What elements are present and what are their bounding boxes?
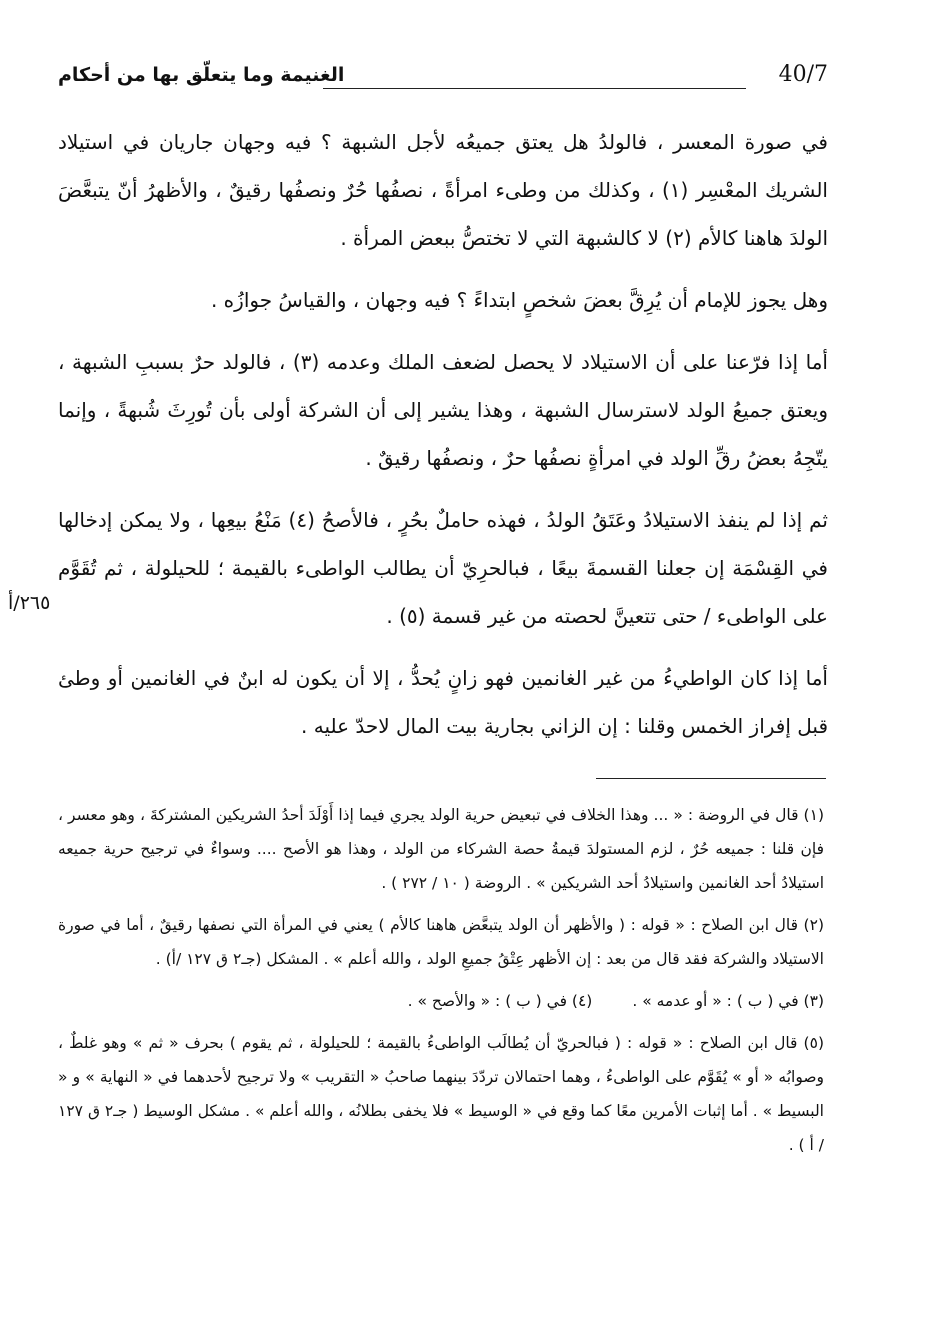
footnote-5: (٥) قال ابن الصلاح : « قوله : ( فبالحريّ أن يُطالَب الواطىءُ بالقيمة ؛ للحيلولة ، ثم يقوم ) بحرف « ثم » وهو غلطٌ ، وصوابُه « أو » يُقَوَّم على الواطىءُ ، وهما احتمالان تردّدَ بينهما صاحبُ « التقريب » ولا ترجيح لأحدهما في « النهاية » و « البسيط » . أما إثبات الأمرين معًا كما وقع في « الوسيط » فلا يخفى بطلانُه ، والله أعلم » . مشكل الوسيط ( جـ٢ ق ١٢٧ / أ ) .	[58, 1034, 824, 1154]
footnote-1: (١) قال في الروضة : « ... وهذا الخلاف في تبعيض حرية الولد يجري فيما إذا أَوْلَدَ أحدُ الشريكين المشتركةَ ، وهو معسر ، فإن قلنا : جميعه حُرٌ ، لزم المستولدَ قيمةُ حصة الشركاء من الولد ، وهذا هو الأصح .... وسواءٌ في ترجيح حرية جميعه استيلادُ أحد الغانمين واستيلادُ أحد الشريكين » . الروضة ( ١٠ / ٢٧٢ ) .	[58, 806, 824, 892]
footnote-4: (٤) في ( ب ) : « والأصح » .	[407, 992, 593, 1010]
paragraph-2: وهل يجوز للإمام أن يُرِقَّ بعضَ شخصٍ ابتداءً ؟ فيه وجهان ، والقياسُ جوازُه .	[210, 288, 828, 312]
paragraph-3: أما إذا فرّعنا على أن الاستيلاد لا يحصل لضعف الملك وعدمه (٣) ، فالولد حرٌ بسببِ الشبهة ، ويعتق جميعُ الولد لاسترسال الشبهة ، وهذا يشير إلى أن الشركة أولى بأن تُورِثَ شُبهةً ، وإنما يتّجِهُ بعضُ رقِّ الولد في امرأةٍ نصفُها حرٌ ، ونصفُها رقيقٌ .	[58, 350, 828, 470]
paragraph-4: ثم إذا لم ينفذ الاستيلادُ وعَتَقُ الولدُ ، فهذه حاملٌ بحُرٍ ، فالأصحُ (٤) مَنْعُ بيعِها ، ولا يمكن إدخالها في القِسْمَة إن جعلنا القسمةَ بيعًا ، فبالحرِيّ أن يطالب الواطىء بالقيمة ؛ للحيلولة ، ثم تُقَوَّم على الواطىء / حتى تتعينَّ لحصته من غير قسمة (٥) .	[58, 508, 828, 628]
footnote-3: (٣) في ( ب ) : « أو عدمه » .	[632, 992, 824, 1010]
header-rule	[323, 88, 746, 89]
footnote-separator	[596, 778, 826, 779]
page-number: 40/7	[778, 62, 828, 87]
paragraph-1: في صورة المعسر ، فالولدُ هل يعتق جميعُه لأجل الشبهة ؟ فيه وجهان جاريان في استيلاد الشريك المعْسِر (١) ، وكذلك من وطىء امرأةً ، نصفُها حُرٌ ونصفُها رقيقٌ ، والأظهرُ أنّ يتبعَّضَ الولدَ هاهنا كالأم (٢) لا كالشبهة التي لا تختصُّ ببعض المرأة .	[58, 130, 828, 250]
footnotes-3-4-row	[58, 984, 824, 1018]
footnotes-section	[58, 798, 824, 1170]
manuscript-folio-reference: ٢٦٥/أ	[8, 592, 51, 614]
running-header	[58, 58, 828, 98]
paragraph-5: أما إذا كان الواطيءُ من غير الغانمين فهو زانٍ يُحدُّ ، إلا أن يكون له ابنٌ في الغانمين أو وطئ قبل إفراز الخمس وقلنا : إن الزاني بجارية بيت المال لاحدّ عليه .	[58, 666, 828, 738]
main-body	[58, 118, 828, 764]
footnote-2: (٢) قال ابن الصلاح : « قوله : ( والأظهر أن الولد يتبعَّض هاهنا كالأم ) يعني في المرأة التي نصفها رقيقٌ ، أما في صورة الاستيلاد والشركة فقد قال من بعد : إن الأظهر عِتْقُ جميعِ الولد ، والله أعلم » . المشكل (جـ٢ ق ١٢٧ /أ) .	[58, 916, 824, 968]
running-title: الغنيمة وما يتعلّق بها من أحكام	[58, 64, 345, 86]
